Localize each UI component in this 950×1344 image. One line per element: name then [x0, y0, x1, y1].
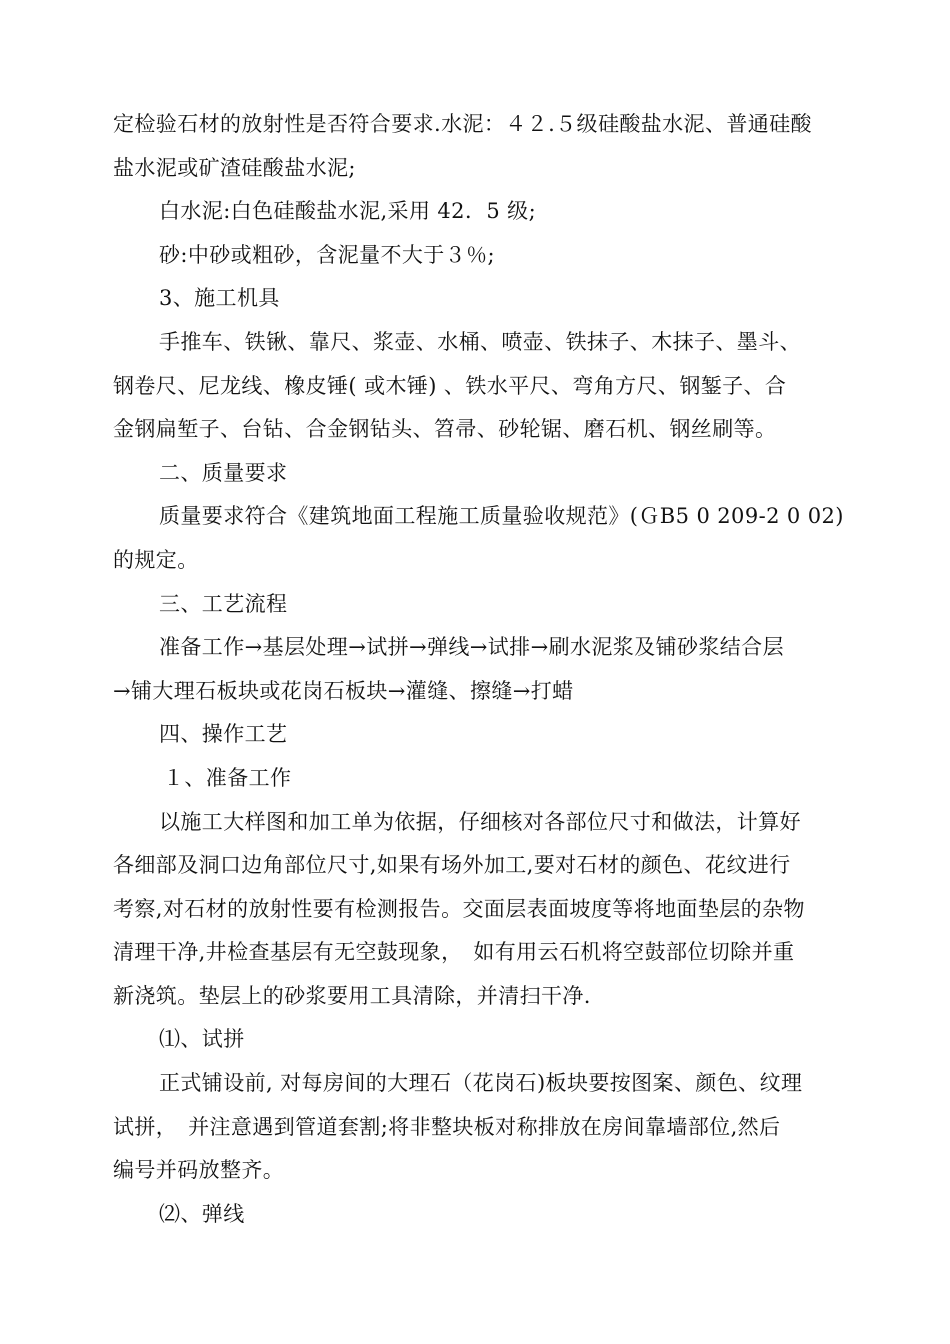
text-line: 新浇筑。垫层上的砂浆要用工具清除，并清扫干净.: [113, 983, 591, 1008]
text-line: 正式铺设前, 对每房间的大理石（花岗石)板块要按图案、颜色、纹理: [159, 1071, 803, 1096]
document-body: [113, 103, 844, 1236]
text-line: 清理干净,井检查基层有无空鼓现象， 如有用云石机将空鼓部位切除并重: [113, 940, 795, 965]
text-line: 质量要求符合《建筑地面工程施工质量验收规范》(ＧB5 0 209-2 0 02): [159, 504, 844, 529]
section-heading: 二、质量要求: [159, 460, 288, 485]
subsection-heading: ⑵、弹线: [159, 1201, 245, 1226]
text-line: 准备工作→基层处理→试拼→弹线→试排→刷水泥浆及铺砂浆结合层: [159, 635, 784, 660]
text-line: 各细部及洞口边角部位尺寸,如果有场外加工,要对石材的颜色、花纹进行: [113, 853, 791, 878]
text-line: 以施工大样图和加工单为依据，仔细核对各部位尺寸和做法，计算好: [159, 809, 801, 834]
text-line: 砂:中砂或粗砂，含泥量不大于３％;: [159, 242, 495, 267]
text-line: 金钢扁堑子、台钻、合金钢钻头、笤帚、砂轮锯、磨石机、钢丝刷等。: [113, 417, 777, 442]
text-line: 白水泥:白色硅酸盐水泥,采用 42．5 级;: [159, 199, 537, 224]
section-heading: 3、施工机具: [159, 286, 280, 311]
text-line: 的规定。: [113, 547, 199, 572]
text-line: 手推车、铁锹、靠尺、浆壶、水桶、喷壶、铁抹子、木抹子、墨斗、: [159, 329, 801, 354]
text-line: 考察,对石材的放射性要有检测报告。交面层表面坡度等将地面垫层的杂物: [113, 896, 805, 921]
text-line: 定检验石材的放射性是否符合要求.水泥：４２.５级硅酸盐水泥、普通硅酸: [113, 112, 812, 136]
text-line: →铺大理石板块或花岗石板块→灌缝、擦缝→打蜡: [113, 678, 574, 703]
text-line: 试拼， 并注意遇到管道套割;将非整块板对称排放在房间靠墙部位,然后: [113, 1114, 781, 1139]
subsection-heading: １、准备工作: [163, 765, 292, 790]
section-heading: 三、工艺流程: [159, 591, 288, 616]
text-line: 编号并码放整齐。: [113, 1158, 285, 1183]
text-line: 钢卷尺、尼龙线、橡皮锤( 或木锤) 、铁水平尺、弯角方尺、钢錾子、合: [113, 373, 787, 398]
text-line: 盐水泥或矿渣硅酸盐水泥;: [113, 155, 356, 180]
subsection-heading: ⑴、试拼: [159, 1027, 245, 1052]
section-heading: 四、操作工艺: [159, 722, 288, 747]
